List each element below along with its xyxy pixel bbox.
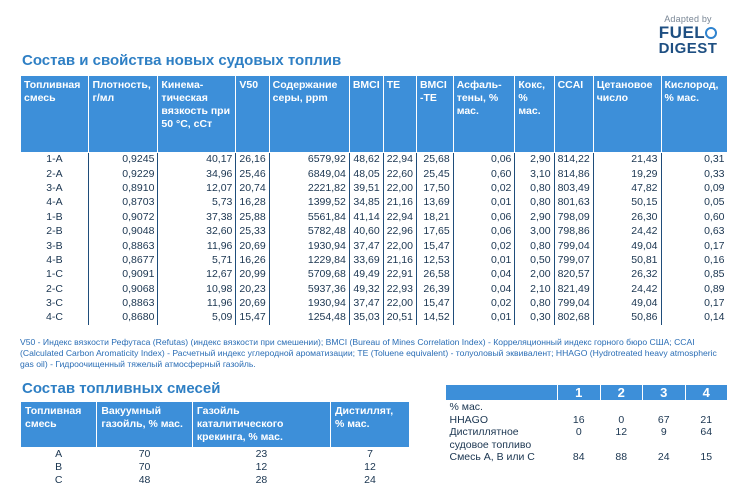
logo-fuel-word: FUEL (658, 23, 706, 42)
table-cell: 32,60 (158, 224, 236, 238)
table-cell: 25,45 (416, 167, 453, 181)
column-header: Цетановое число (593, 76, 661, 153)
table-cell: 12,67 (158, 268, 236, 282)
blend-cell: B (55, 461, 63, 473)
table-cell: 0,80 (515, 181, 554, 195)
table-cell: 15,47 (416, 239, 453, 253)
column-header: Плотность, г/мл (89, 76, 158, 153)
mix-cell: 88 (615, 451, 628, 463)
table-cell: 26,32 (593, 268, 661, 282)
blend-cell: A (55, 448, 63, 460)
table-cell: 26,39 (416, 282, 453, 296)
table-cell: 0,89 (704, 282, 725, 295)
table-cell: 22,94 (383, 153, 416, 167)
table-cell: 0,8863 (89, 239, 158, 253)
blend-column-header: Вакуумный газойль, % мас. (97, 402, 192, 448)
mix-header-row (446, 385, 728, 401)
table-cell: 17,50 (416, 181, 453, 195)
fuel-properties-table (20, 75, 728, 325)
mix-table-body (446, 401, 728, 464)
mix-cell (558, 439, 601, 452)
table-cell: 20,23 (236, 282, 269, 296)
mix-cell: 12 (615, 426, 628, 438)
mix-cell (685, 439, 728, 452)
table-row (21, 196, 728, 210)
blend-row (21, 474, 410, 487)
mix-cell: 67 (657, 413, 670, 426)
blend-header-row (21, 402, 410, 448)
table-cell: 37,38 (158, 210, 236, 224)
blend-cell: 23 (255, 448, 268, 460)
table-cell: 10,98 (158, 282, 236, 296)
table-cell: 1229,84 (269, 253, 349, 267)
blend-cell: 7 (367, 448, 373, 460)
table-cell: 22,60 (383, 167, 416, 181)
column-header: Кислород, % мас. (661, 76, 727, 153)
logo-adapted-text: Adapted by (664, 14, 712, 24)
table-cell: 1930,94 (269, 239, 349, 253)
table-cell: 0,09 (704, 181, 725, 194)
table-cell: 4-A (21, 196, 89, 210)
table-cell: 22,96 (383, 224, 416, 238)
mix-cell: 16 (572, 413, 585, 426)
table-cell: 803,49 (554, 181, 593, 195)
table-cell: 5,71 (158, 253, 236, 267)
column-header: Кинема-тическая вязкость при 50 °C, сСт (158, 76, 236, 153)
mix-row-label: HHAGO (449, 413, 489, 426)
page-title: Состав и свойства новых судовых топлив (22, 52, 342, 69)
table-cell: 49,04 (593, 239, 661, 253)
table-cell: 0,85 (704, 268, 725, 281)
blend-cell: 70 (138, 448, 151, 460)
table-cell: 0,16 (704, 253, 725, 266)
mix-row (446, 414, 728, 427)
table-cell: 0,80 (515, 196, 554, 210)
table-cell: 34,85 (349, 196, 383, 210)
table-cell: 0,8677 (89, 253, 158, 267)
mix-proportions-table (445, 384, 728, 464)
blend-column-header: Топливная смесь (21, 402, 97, 448)
table-cell: 798,86 (554, 224, 593, 238)
table-cell: 15,47 (416, 296, 453, 310)
table-cell: 0,14 (704, 311, 725, 324)
mix-column-header: 2 (600, 385, 643, 401)
table-cell: 0,31 (704, 153, 725, 166)
table-cell: 41,14 (349, 210, 383, 224)
table-cell: 5782,48 (269, 224, 349, 238)
blend-cell: 24 (364, 474, 376, 486)
table-cell: 799,07 (554, 253, 593, 267)
table-row (21, 239, 728, 253)
table-cell: 2,90 (515, 210, 554, 224)
mix-cell: 0 (618, 413, 625, 426)
table-cell: 2,10 (515, 282, 554, 296)
blend-column-header: Газойль каталитического крекинга, % мас. (192, 402, 330, 448)
mix-column-header (446, 385, 558, 401)
table-cell: 799,04 (554, 296, 593, 310)
table-cell: 0,80 (515, 296, 554, 310)
table-cell: 0,01 (453, 253, 515, 267)
mix-column-header: 4 (685, 385, 728, 401)
table-cell: 0,60 (453, 167, 515, 181)
table-cell: 5,73 (158, 196, 236, 210)
table-cell: 19,29 (593, 167, 661, 181)
mix-row-label: Смесь А, В или С (449, 451, 535, 463)
table-cell: 13,69 (416, 196, 453, 210)
column-header: BMCI -TE (416, 76, 453, 153)
table-row (21, 224, 728, 238)
table-cell: 24,42 (593, 224, 661, 238)
table-cell: 12,07 (158, 181, 236, 195)
table-cell: 0,9048 (89, 224, 158, 238)
table-cell: 50,86 (593, 311, 661, 325)
table-cell: 801,63 (554, 196, 593, 210)
table-cell: 26,16 (236, 153, 269, 167)
logo-fuel-text (652, 24, 724, 41)
mix-empty-cell (600, 401, 643, 414)
table-cell: 0,63 (704, 225, 725, 238)
table-cell: 49,32 (349, 282, 383, 296)
table-cell: 0,04 (453, 268, 515, 282)
blend-row (21, 448, 410, 462)
table-cell: 33,69 (349, 253, 383, 267)
table-cell: 4-B (21, 253, 89, 267)
blend-row (21, 461, 410, 474)
table-cell: 0,05 (704, 196, 725, 209)
table-cell: 26,30 (593, 210, 661, 224)
column-header: Кокс, % мас. (515, 76, 554, 153)
abbreviation-notes: V50 - Индекс вязкости Рефутаса (Refutas) (индекс вязкости при смешении); BMCI (Bureau of Mines Correlation Index) - Корреляционный индекс горного бюро США; CCAI (Calculated Carbon Aromaticity Index) - Расчетный индекс углеродной ароматизации; TE (Toluene equivalent) - толуоловый эквивалент; HHAGO (Hydrotreated heavy atmospheric gas oil) - Гидроочищенный тяжелый атмосферный газойль. (20, 337, 717, 369)
table-cell: 0,02 (453, 296, 515, 310)
table-cell: 20,51 (383, 311, 416, 325)
table-cell: 0,01 (453, 311, 515, 325)
table-cell: 47,82 (593, 181, 661, 195)
table-cell: 3-A (21, 181, 89, 195)
table-cell: 0,9229 (89, 167, 158, 181)
table-cell: 0,60 (704, 210, 725, 223)
table-cell: 2-B (21, 224, 89, 238)
table-cell: 814,22 (554, 153, 593, 167)
table-row (21, 296, 728, 310)
column-header: Содержание серы, ppm (269, 76, 349, 153)
mix-row (446, 451, 728, 464)
table-cell: 22,00 (383, 239, 416, 253)
blend-composition-table (20, 401, 410, 487)
blend-cell: 48 (138, 474, 151, 486)
table-cell: 22,91 (383, 268, 416, 282)
table-cell: 22,00 (383, 296, 416, 310)
table-cell: 0,8910 (89, 181, 158, 195)
column-header: CCAI (554, 76, 593, 153)
table-cell: 16,28 (236, 196, 269, 210)
table-cell: 814,86 (554, 167, 593, 181)
table-cell: 0,06 (453, 153, 515, 167)
table-cell: 48,62 (349, 153, 383, 167)
table-cell: 20,69 (236, 239, 269, 253)
table-cell: 22,94 (383, 210, 416, 224)
mix-cell (643, 439, 686, 452)
table-cell: 14,52 (416, 311, 453, 325)
table-body (21, 153, 728, 326)
table-cell: 50,81 (593, 253, 661, 267)
table-cell: 21,16 (383, 196, 416, 210)
table-cell: 24,42 (593, 282, 661, 296)
table-cell: 0,17 (704, 239, 725, 252)
table-cell: 11,96 (158, 296, 236, 310)
table-cell: 18,21 (416, 210, 453, 224)
table-cell: 37,47 (349, 296, 383, 310)
table-row (21, 181, 728, 195)
table-cell: 5937,36 (269, 282, 349, 296)
mix-row-label: судовое топливо (449, 438, 532, 451)
blend-table-body (21, 448, 410, 488)
column-header: Топливная смесь (21, 76, 89, 153)
table-cell: 25,33 (236, 224, 269, 238)
table-row (21, 167, 728, 181)
mix-cell (600, 439, 643, 452)
column-header: BMCI (349, 76, 383, 153)
table-cell: 802,68 (554, 311, 593, 325)
table-cell: 25,88 (236, 210, 269, 224)
table-cell: 2-C (21, 282, 89, 296)
table-cell: 39,51 (349, 181, 383, 195)
table-cell: 0,02 (453, 181, 515, 195)
table-cell: 26,58 (416, 268, 453, 282)
table-cell: 6579,92 (269, 153, 349, 167)
fuel-digest-logo (652, 14, 724, 57)
table-cell: 0,06 (453, 224, 515, 238)
table-cell: 50,15 (593, 196, 661, 210)
table-cell: 25,68 (416, 153, 453, 167)
table-header-row (21, 76, 728, 153)
mix-row-label: Дистиллятное (449, 426, 519, 438)
table-cell: 20,69 (236, 296, 269, 310)
mix-row (446, 439, 728, 452)
mix-cell: 84 (572, 451, 585, 463)
mix-unit-row (446, 401, 728, 414)
table-cell: 1930,94 (269, 296, 349, 310)
table-cell: 821,49 (554, 282, 593, 296)
table-row (21, 282, 728, 296)
table-cell: 0,9068 (89, 282, 158, 296)
mix-empty-cell (643, 401, 686, 414)
mix-cell: 64 (700, 426, 713, 438)
table-cell: 0,06 (453, 210, 515, 224)
fuel-drop-icon (705, 27, 717, 39)
blend-column-header: Дистиллят, % мас. (331, 402, 410, 448)
logo-digest-text: DIGEST (658, 40, 718, 57)
table-cell: 0,8863 (89, 296, 158, 310)
mix-empty-cell (558, 401, 601, 414)
table-cell: 0,80 (515, 239, 554, 253)
blend-cell: 12 (255, 461, 268, 473)
blend-cell: 28 (255, 474, 268, 486)
table-cell: 0,9091 (89, 268, 158, 282)
table-cell: 49,04 (593, 296, 661, 310)
mix-cell: 24 (657, 451, 670, 463)
table-cell: 25,46 (236, 167, 269, 181)
mix-column-header: 3 (643, 385, 686, 401)
table-cell: 5561,84 (269, 210, 349, 224)
table-cell: 2,90 (515, 153, 554, 167)
table-cell: 0,02 (453, 239, 515, 253)
table-cell: 0,17 (704, 297, 725, 310)
table-row (21, 153, 728, 167)
table-cell: 11,96 (158, 239, 236, 253)
table-cell: 37,47 (349, 239, 383, 253)
table-cell: 3,10 (515, 167, 554, 181)
table-cell: 49,49 (349, 268, 383, 282)
table-cell: 35,03 (349, 311, 383, 325)
table-cell: 799,04 (554, 239, 593, 253)
mix-unit-label: % мас. (449, 401, 483, 413)
table-row (21, 253, 728, 267)
table-cell: 0,04 (453, 282, 515, 296)
table-cell: 1-C (21, 268, 89, 282)
blend-cell: 70 (138, 461, 151, 473)
table-cell: 1399,52 (269, 196, 349, 210)
table-cell: 0,9245 (89, 153, 158, 167)
table-cell: 3,00 (515, 224, 554, 238)
column-header: Асфаль-тены, % мас. (453, 76, 515, 153)
table-cell: 3-B (21, 239, 89, 253)
mix-cell: 0 (575, 426, 582, 438)
table-row (21, 268, 728, 282)
table-cell: 3-C (21, 296, 89, 310)
table-cell: 1-B (21, 210, 89, 224)
table-cell: 0,33 (704, 167, 725, 180)
table-cell: 5,09 (158, 311, 236, 325)
table-cell: 12,53 (416, 253, 453, 267)
column-header: TE (383, 76, 416, 153)
table-cell: 4-C (21, 311, 89, 325)
table-cell: 20,99 (236, 268, 269, 282)
table-cell: 0,50 (515, 253, 554, 267)
table-row (21, 210, 728, 224)
table-cell: 0,01 (453, 196, 515, 210)
table-cell: 22,93 (383, 282, 416, 296)
table-cell: 5709,68 (269, 268, 349, 282)
blend-cell: 12 (364, 461, 376, 473)
table-cell: 17,65 (416, 224, 453, 238)
table-cell: 40,60 (349, 224, 383, 238)
table-cell: 0,8680 (89, 311, 158, 325)
column-header: V50 (236, 76, 269, 153)
table-cell: 21,16 (383, 253, 416, 267)
mix-empty-cell (685, 401, 728, 414)
table-cell: 0,30 (515, 311, 554, 325)
blend-cell: C (54, 474, 63, 486)
mix-cell: 15 (700, 451, 713, 463)
table-cell: 6849,04 (269, 167, 349, 181)
table-cell: 2221,82 (269, 181, 349, 195)
table-row (21, 311, 728, 325)
mix-cell: 9 (660, 426, 667, 438)
table-cell: 15,47 (236, 311, 269, 325)
table-cell: 1-A (21, 153, 89, 167)
table-cell: 2-A (21, 167, 89, 181)
table-cell: 40,17 (158, 153, 236, 167)
table-cell: 1254,48 (269, 311, 349, 325)
mix-column-header: 1 (558, 385, 601, 401)
table-cell: 48,05 (349, 167, 383, 181)
table-cell: 820,57 (554, 268, 593, 282)
table-cell: 21,43 (593, 153, 661, 167)
table-cell: 22,00 (383, 181, 416, 195)
table-cell: 34,96 (158, 167, 236, 181)
table-cell: 16,26 (236, 253, 269, 267)
blend-section-title: Состав топливных смесей (22, 380, 221, 397)
table-cell: 2,00 (515, 268, 554, 282)
table-cell: 0,8703 (89, 196, 158, 210)
mix-row (446, 426, 728, 439)
table-cell: 0,9072 (89, 210, 158, 224)
table-cell: 798,09 (554, 210, 593, 224)
mix-cell: 21 (700, 413, 713, 426)
table-cell: 20,74 (236, 181, 269, 195)
